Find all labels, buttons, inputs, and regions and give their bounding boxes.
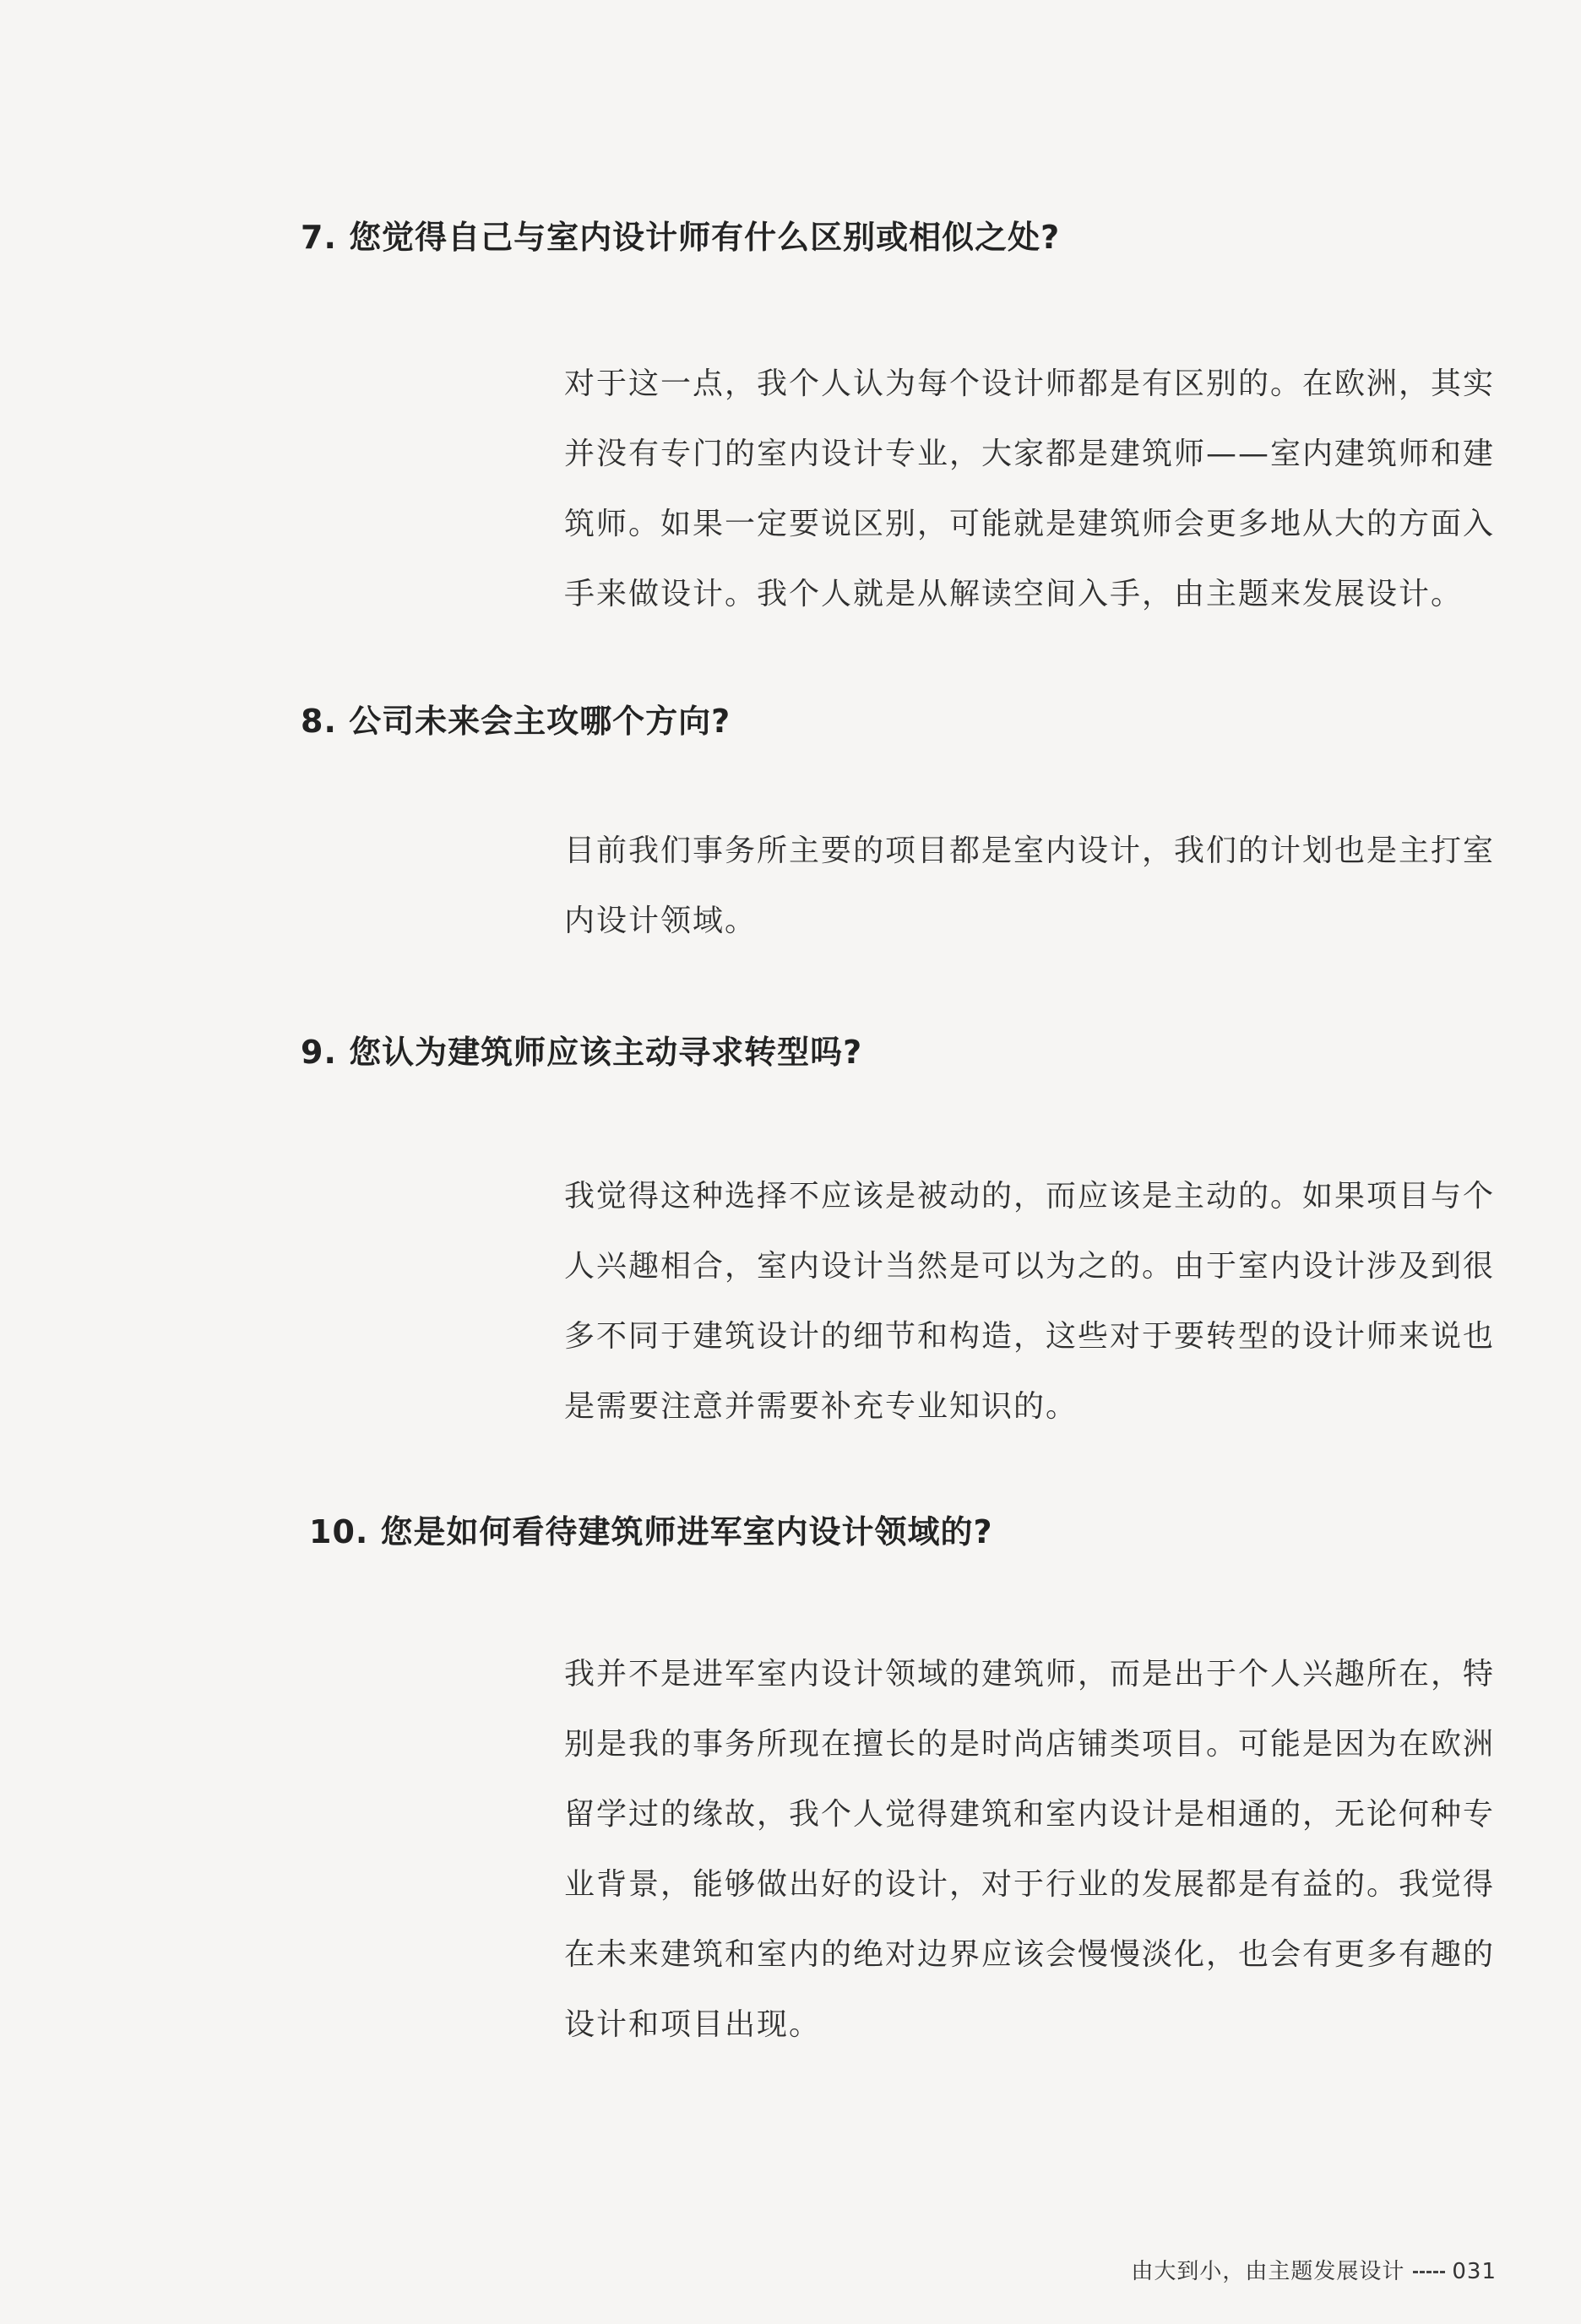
answer-line: 业背景，能够做出好的设计，对于行业的发展都是有益的。我觉得 (564, 1867, 1496, 1902)
answer-9 (564, 1161, 1510, 1442)
question-7: 7. 您觉得自己与室内设计师有什么区别或相似之处? (301, 219, 1061, 256)
question-8: 8. 公司未来会主攻哪个方向? (301, 703, 731, 740)
answer-line: 并没有专门的室内设计专业，大家都是建筑师——室内建筑师和建 (564, 437, 1496, 471)
answer-line: 筑师。如果一定要说区别，可能就是建筑师会更多地从大的方面入 (564, 507, 1496, 541)
answer-line: 内设计领域。 (564, 904, 758, 938)
footer-dash-separator (1413, 2271, 1445, 2273)
answer-10 (564, 1639, 1510, 2060)
answer-8 (564, 816, 1510, 956)
answer-line: 对于这一点，我个人认为每个设计师都是有区别的。在欧洲，其实 (564, 367, 1496, 401)
answer-line: 设计和项目出现。 (564, 2007, 822, 2042)
page-footer (1131, 2255, 1497, 2289)
answer-line: 是需要注意并需要补充专业知识的。 (564, 1389, 1078, 1424)
answer-line: 我觉得这种选择不应该是被动的，而应该是主动的。如果项目与个 (564, 1179, 1496, 1214)
answer-line: 多不同于建筑设计的细节和构造，这些对于要转型的设计师来说也 (564, 1319, 1496, 1354)
answer-7 (564, 349, 1510, 629)
answer-line: 在未来建筑和室内的绝对边界应该会慢慢淡化，也会有更多有趣的 (564, 1937, 1496, 1972)
page-number: 031 (1452, 2259, 1497, 2284)
answer-line: 别是我的事务所现在擅长的是时尚店铺类项目。可能是因为在欧洲 (564, 1727, 1496, 1762)
running-title: 由大到小，由主题发展设计 (1131, 2259, 1405, 2284)
answer-line: 手来做设计。我个人就是从解读空间入手，由主题来发展设计。 (564, 577, 1464, 611)
answer-line: 我并不是进军室内设计领域的建筑师，而是出于个人兴趣所在，特 (564, 1657, 1496, 1691)
answer-line: 人兴趣相合，室内设计当然是可以为之的。由于室内设计涉及到很 (564, 1249, 1496, 1284)
answer-line: 留学过的缘故，我个人觉得建筑和室内设计是相通的，无论何种专 (564, 1797, 1496, 1832)
question-9: 9. 您认为建筑师应该主动寻求转型吗? (301, 1034, 863, 1071)
answer-line: 目前我们事务所主要的项目都是室内设计，我们的计划也是主打室 (564, 833, 1496, 868)
question-10: 10. 您是如何看待建筑师进军室内设计领域的? (309, 1513, 993, 1550)
